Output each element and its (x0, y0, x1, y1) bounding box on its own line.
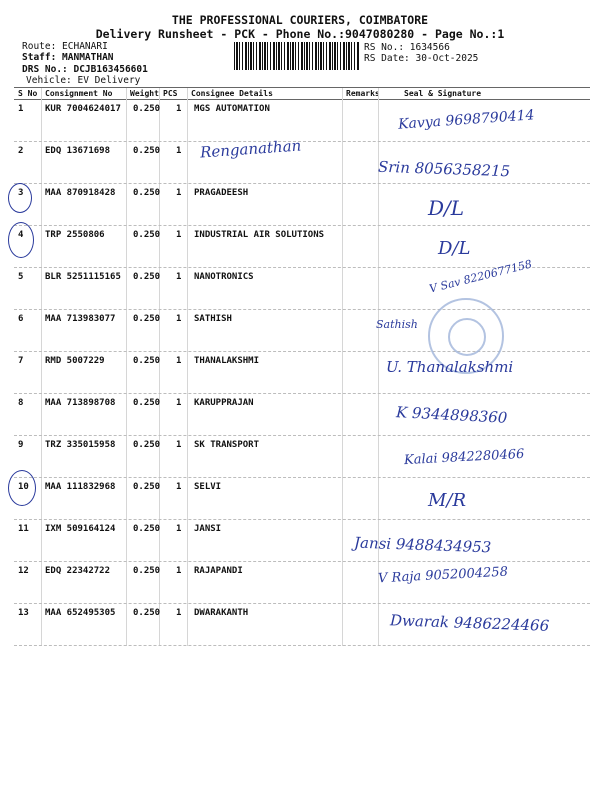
row-consignee: JANSI (194, 524, 222, 534)
row-consignment-no: MAA 713898708 (45, 398, 116, 408)
col-sep (41, 88, 42, 646)
signature-row-10: M/R (428, 490, 467, 511)
runsheet-subtitle: Delivery Runsheet - PCK - Phone No.:9047080280 - Page No.:1 (95, 27, 505, 41)
row-consignee: MGS AUTOMATION (194, 104, 270, 114)
table-top-border (14, 87, 590, 88)
row-divider (14, 183, 590, 184)
row-consignee: PRAGADEESH (194, 188, 249, 198)
row-consignment-no: TRZ 335015958 (45, 440, 116, 450)
staff-label: Staff: MANMATHAN (22, 52, 114, 63)
row-weight: 0.250 (133, 314, 161, 324)
row-weight: 0.250 (133, 398, 161, 408)
row-pcs: 1 (176, 104, 182, 114)
row-divider (14, 225, 590, 226)
row-consignment-no: MAA 713983077 (45, 314, 116, 324)
row-sno: 3 (18, 188, 24, 198)
row-consignee: NANOTRONICS (194, 272, 254, 282)
signature-row-1: Kavya 9698790414 (397, 107, 535, 133)
row-consignment-no: TRP 2550806 (45, 230, 105, 240)
row-sno: 12 (18, 566, 29, 576)
row-sno: 5 (18, 272, 24, 282)
row-sno: 6 (18, 314, 24, 324)
row-divider (14, 519, 590, 520)
row-pcs: 1 (176, 146, 182, 156)
row-weight: 0.250 (133, 524, 161, 534)
col-header-weight: Weight (130, 89, 159, 98)
vehicle-label: Vehicle: EV Delivery (26, 75, 141, 86)
row-pcs: 1 (176, 482, 182, 492)
row-pcs: 1 (176, 230, 182, 240)
col-sep (126, 88, 127, 646)
row-sno: 7 (18, 356, 24, 366)
row-divider (14, 645, 590, 646)
signature-row-6: Sathish (376, 318, 418, 331)
row-pcs: 1 (176, 188, 182, 198)
col-header-consignment: Consignment No (45, 89, 113, 98)
consignee-handwritten-name-row-2: Renganathan (199, 136, 302, 162)
row-consignee: RAJAPANDI (194, 566, 243, 576)
col-sep (159, 88, 160, 646)
col-header-sno: S No (18, 89, 38, 98)
row-consignment-no: MAA 870918428 (45, 188, 116, 198)
row-pcs: 1 (176, 272, 182, 282)
row-weight: 0.250 (133, 440, 161, 450)
row-weight: 0.250 (133, 146, 161, 156)
row-weight: 0.250 (133, 482, 161, 492)
col-header-signature: Seal & Signature (404, 89, 482, 98)
row-sno: 11 (18, 524, 29, 534)
row-divider (14, 141, 590, 142)
row-consignee: SK TRANSPORT (194, 440, 260, 450)
page-title: THE PROFESSIONAL COURIERS, COIMBATORE (171, 13, 429, 27)
row-pcs: 1 (176, 440, 182, 450)
signature-row-12: V Raja 9052004258 (377, 564, 509, 587)
row-consignment-no: MAA 111832968 (45, 482, 116, 492)
rs-number: RS No.: 1634566 (364, 42, 450, 53)
signature-row-4: D/L (438, 238, 471, 259)
circle-mark (8, 470, 36, 506)
circle-mark (8, 183, 32, 213)
signature-row-5: V Sav 8220677158 (427, 257, 534, 296)
table-header-border (14, 99, 590, 100)
row-divider (14, 351, 590, 352)
row-pcs: 1 (176, 314, 182, 324)
row-consignment-no: RMD 5007229 (45, 356, 105, 366)
row-consignee: SATHISH (194, 314, 232, 324)
row-divider (14, 393, 590, 394)
row-weight: 0.250 (133, 104, 161, 114)
row-sno: 1 (18, 104, 24, 114)
signature-row-9: Kalai 9842280466 (403, 446, 525, 469)
row-weight: 0.250 (133, 356, 161, 366)
signature-row-8: K 9344898360 (395, 403, 508, 427)
row-pcs: 1 (176, 566, 182, 576)
row-divider (14, 603, 590, 604)
row-sno: 2 (18, 146, 24, 156)
row-consignment-no: MAA 652495305 (45, 608, 116, 618)
row-sno: 8 (18, 398, 24, 408)
row-consignment-no: IXM 509164124 (45, 524, 116, 534)
row-consignee: KARUPPRAJAN (194, 398, 254, 408)
drs-number: DRS No.: DCJB163456601 (22, 64, 148, 75)
row-weight: 0.250 (133, 272, 161, 282)
row-divider (14, 561, 590, 562)
row-consignee: DWARAKANTH (194, 608, 249, 618)
signature-row-13: Dwarak 9486224466 (389, 611, 550, 635)
row-pcs: 1 (176, 356, 182, 366)
row-consignment-no: EDQ 13671698 (45, 146, 111, 156)
row-consignment-no: KUR 7004624017 (45, 104, 121, 114)
row-pcs: 1 (176, 398, 182, 408)
col-sep (342, 88, 343, 646)
row-weight: 0.250 (133, 608, 161, 618)
row-divider (14, 435, 590, 436)
row-sno: 9 (18, 440, 24, 450)
row-consignment-no: EDQ 22342722 (45, 566, 111, 576)
rs-date: RS Date: 30-Oct-2025 (364, 53, 479, 64)
barcode-image (234, 42, 360, 70)
row-weight: 0.250 (133, 566, 161, 576)
col-header-pcs: PCS (163, 89, 178, 98)
signature-row-2: Srin 8056358215 (377, 157, 511, 181)
row-sno: 4 (18, 230, 24, 240)
row-pcs: 1 (176, 608, 182, 618)
col-header-consignee: Consignee Details (191, 89, 273, 98)
signature-row-11: Jansi 9488434953 (353, 533, 492, 557)
row-pcs: 1 (176, 524, 182, 534)
row-consignment-no: BLR 5251115165 (45, 272, 121, 282)
row-sno: 10 (18, 482, 29, 492)
signature-row-3: D/L (428, 196, 465, 220)
row-consignee: INDUSTRIAL AIR SOLUTIONS (194, 230, 325, 240)
circle-mark (8, 222, 34, 258)
row-sno: 13 (18, 608, 29, 618)
col-header-remarks: Remarks (346, 89, 380, 98)
row-consignee: THANALAKSHMI (194, 356, 260, 366)
row-divider (14, 477, 590, 478)
route-label: Route: ECHANARI (22, 41, 108, 52)
col-sep (187, 88, 188, 646)
row-divider (14, 309, 590, 310)
row-weight: 0.250 (133, 188, 161, 198)
row-weight: 0.250 (133, 230, 161, 240)
row-consignee: SELVI (194, 482, 222, 492)
signature-row-7: U. Thanalakshmi (386, 358, 514, 376)
